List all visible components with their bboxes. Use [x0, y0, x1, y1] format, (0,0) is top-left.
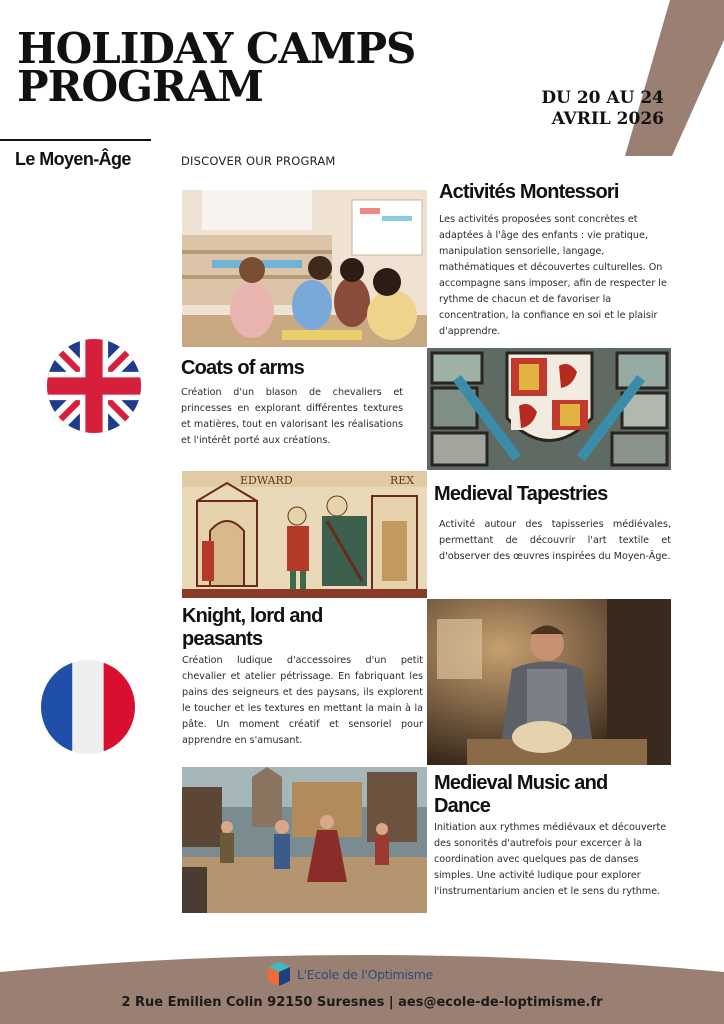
title-line-1: Knight, lord and	[182, 605, 323, 627]
title-line-2: peasants	[182, 628, 263, 650]
knight-kneading-bread-photo	[427, 599, 671, 765]
children-montessori-classroom-photo	[182, 190, 427, 347]
school-logo[interactable]	[267, 961, 433, 987]
english-flag-icon[interactable]	[47, 339, 141, 433]
svg-text:EDWARD: EDWARD	[240, 474, 293, 487]
divider	[0, 139, 151, 141]
cube-logo-icon	[267, 961, 291, 987]
title-line-2: PROGRAM	[17, 62, 263, 111]
activity-description-medieval-tapestries: Activité autour des tapisseries médiévales, permettant de découvrir l'art textile et d'observer des œuvres inspirées du Moyen-Âge.	[439, 519, 671, 562]
svg-text:REX: REX	[390, 474, 415, 487]
stained-glass-coat-of-arms-photo	[427, 348, 671, 470]
activity-title-montessori: Activités Montessori	[439, 181, 619, 203]
page-title	[17, 24, 416, 111]
discover-label: DISCOVER OUR PROGRAM	[181, 154, 336, 168]
title-line-1: HOLIDAY CAMPS	[17, 24, 416, 73]
activity-description-knight-lord-peasants: Création ludique d'accessoires d'un petit chevalier et atelier pétrissage. En fabriquant les pains des seigneurs et des paysans, ils explorent le toucher et les textures en mettant la main à la pâte. Un moment créatif et sensoriel pour apprendre en s'amusant.	[182, 655, 423, 746]
title-line-1: Medieval Music and	[434, 772, 608, 794]
bayeux-tapestry-photo	[182, 471, 427, 598]
french-flag-icon[interactable]	[41, 660, 135, 754]
activity-title-medieval-music-dance	[434, 772, 607, 818]
activity-description-montessori: Les activités proposées sont concrètes et adaptées à l'âge des enfants : vie pratique, manipulation sensorielle, langage, mathématiques et découvertes culturelles. On accompagne sans imposer, afin de respecter le rythme de chacun et de favoriser la concentration, la confiance en soi et le plaisir d'apprendre.	[439, 214, 667, 337]
logo-text: L'Ecole de l'Optimisme	[297, 966, 434, 982]
activity-title-medieval-tapestries: Medieval Tapestries	[434, 483, 608, 505]
date-line-2: AVRIL 2026	[551, 109, 664, 129]
title-line-2: Dance	[434, 795, 491, 817]
activity-title-coats-of-arms: Coats of arms	[181, 357, 304, 379]
date-range	[541, 88, 664, 130]
decorative-slant-band	[625, 0, 724, 156]
theme-subtitle: Le Moyen-Âge	[15, 149, 131, 169]
activity-description-medieval-music-dance: Initiation aux rythmes médiévaux et découverte des sonorités d'autrefois pour excercer à la coordination avec quelques pas de danses simples. Une activité ludique pour explorer l'instrumentarium ancien et le sens du rythme.	[434, 822, 667, 897]
activity-description-coats-of-arms: Création d'un blason de chevaliers et princesses en explorant différentes textures et matières, tout en valorisant les réalisations et l'intérêt porté aux créations.	[181, 387, 403, 446]
activity-title-knight-lord-peasants	[182, 605, 323, 651]
footer-address: 2 Rue Emilien Colin 92150 Suresnes | aes@ecole-de-loptimisme.fr	[121, 995, 603, 1010]
medieval-village-dance-photo	[182, 767, 427, 913]
date-line-1: DU 20 AU 24	[541, 88, 664, 108]
